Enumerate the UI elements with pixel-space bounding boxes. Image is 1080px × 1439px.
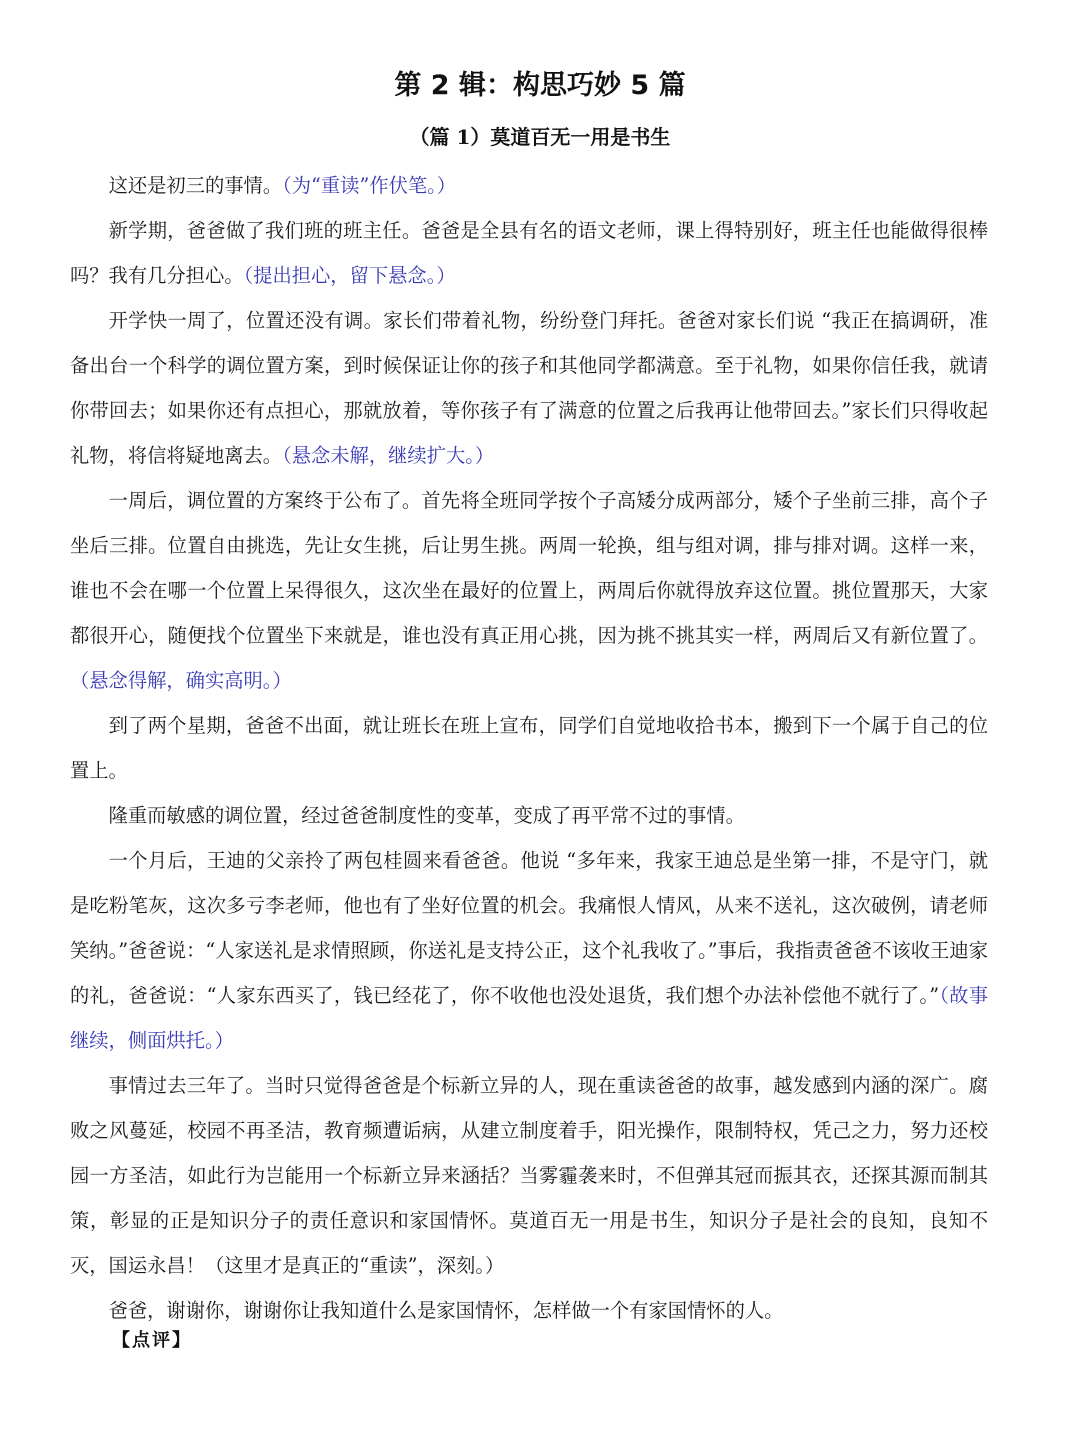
review-heading: 【点评】	[112, 1330, 192, 1351]
article-subtitle: （篇 1）莫道百无一用是书生	[409, 125, 671, 149]
paragraph-text: 事情过去三年了。当时只觉得爸爸是个标新立异的人，现在重读爸爸的故事，越发感到内涵的深广。腐败之风蔓延，校园不再圣洁，教育频遭诟病，从建立制度着手，阳光操作，限制特权，凭己之力，努力还校园一方圣洁，如此行为岂能用一个标新立异来涵括？当雾霾袭来时，不但弹其冠而振其衣，还探其源而制其策，彰显的正是知识分子的责任意识和家国情怀。莫道百无一用是书生，知识分子是社会的良知，良知不灭，国运永昌！（这里才是真正的“重读”，深刻。）	[70, 1074, 988, 1277]
paragraph-2	[70, 208, 988, 298]
paragraph-text: 开学快一周了，位置还没有调。家长们带着礼物，纷纷登门拜托。爸爸对家长们说 “我正在搞调研，准备出台一个科学的调位置方案，到时候保证让你的孩子和其他同学都满意。至于礼物，如果你信任我，就请你带回去；如果你还有点担心，那就放着，等你孩子有了满意的位置之后我再让他带回去。”家长们只得收起礼物，将信将疑地离去。	[70, 309, 988, 467]
paragraph-text: 爸爸，谢谢你，谢谢你让我知道什么是家国情怀，怎样做一个有家国情怀的人。	[108, 1299, 784, 1322]
paragraph-text: 隆重而敏感的调位置，经过爸爸制度性的变革，变成了再平常不过的事情。	[108, 804, 745, 827]
page-title: 第 2 辑：构思巧妙 5 篇	[394, 70, 686, 101]
annotation-note: （悬念得解，确实高明。）	[70, 669, 292, 692]
paragraph-3	[70, 298, 988, 478]
paragraph-text: 一个月后，王迪的父亲拎了两包桂圆来看爸爸。他说 “多年来，我家王迪总是坐第一排，不是守门，就是吃粉笔灰，这次多亏李老师，他也有了坐好位置的机会。我痛恨人情风，从来不送礼，这次破例，请老师笑纳。”爸爸说：“人家送礼是求情照顾，你送礼是支持公正，这个礼我收了。”事后，我指责爸爸不该收王迪家的礼，爸爸说：“人家东西买了，钱已经花了，你不收他也没处退货，我们想个办法补偿他不就行了。”	[70, 849, 988, 1007]
paragraph-text: 新学期，爸爸做了我们班的班主任。爸爸是全县有名的语文老师，课上得特别好，班主任也能做得很棒吗？我有几分担心。	[70, 219, 988, 287]
annotation-note: （为“重读”作伏笔。）	[282, 174, 457, 197]
paragraph-text: 这还是初三的事情。	[108, 174, 283, 197]
annotation-note: （悬念未解，继续扩大。）	[282, 444, 495, 467]
paragraph-1	[70, 163, 988, 208]
paragraph-7	[70, 838, 988, 1063]
paragraph-8	[70, 1063, 988, 1288]
paragraph-text: 到了两个星期，爸爸不出面，就让班长在班上宣布，同学们自觉地收拾书本，搬到下一个属于自己的位置上。	[70, 714, 988, 782]
article-body	[70, 163, 988, 1333]
paragraph-9	[70, 1288, 988, 1333]
paragraph-4	[70, 478, 988, 703]
paragraph-text: 一周后，调位置的方案终于公布了。首先将全班同学按个子高矮分成两部分，矮个子坐前三排，高个子坐后三排。位置自由挑选，先让女生挑，后让男生挑。两周一轮换，组与组对调，排与排对调。这样一来，谁也不会在哪一个位置上呆得很久，这次坐在最好的位置上，两周后你就得放弃这位置。挑位置那天，大家都很开心，随便找个位置坐下来就是，谁也没有真正用心挑，因为挑不挑其实一样，两周后又有新位置了。	[70, 489, 988, 647]
annotation-note: （故事继续，侧面烘托。）	[70, 984, 988, 1052]
annotation-note: （提出担心，留下悬念。）	[243, 264, 456, 287]
paragraph-5	[70, 703, 988, 793]
paragraph-6	[70, 793, 988, 838]
